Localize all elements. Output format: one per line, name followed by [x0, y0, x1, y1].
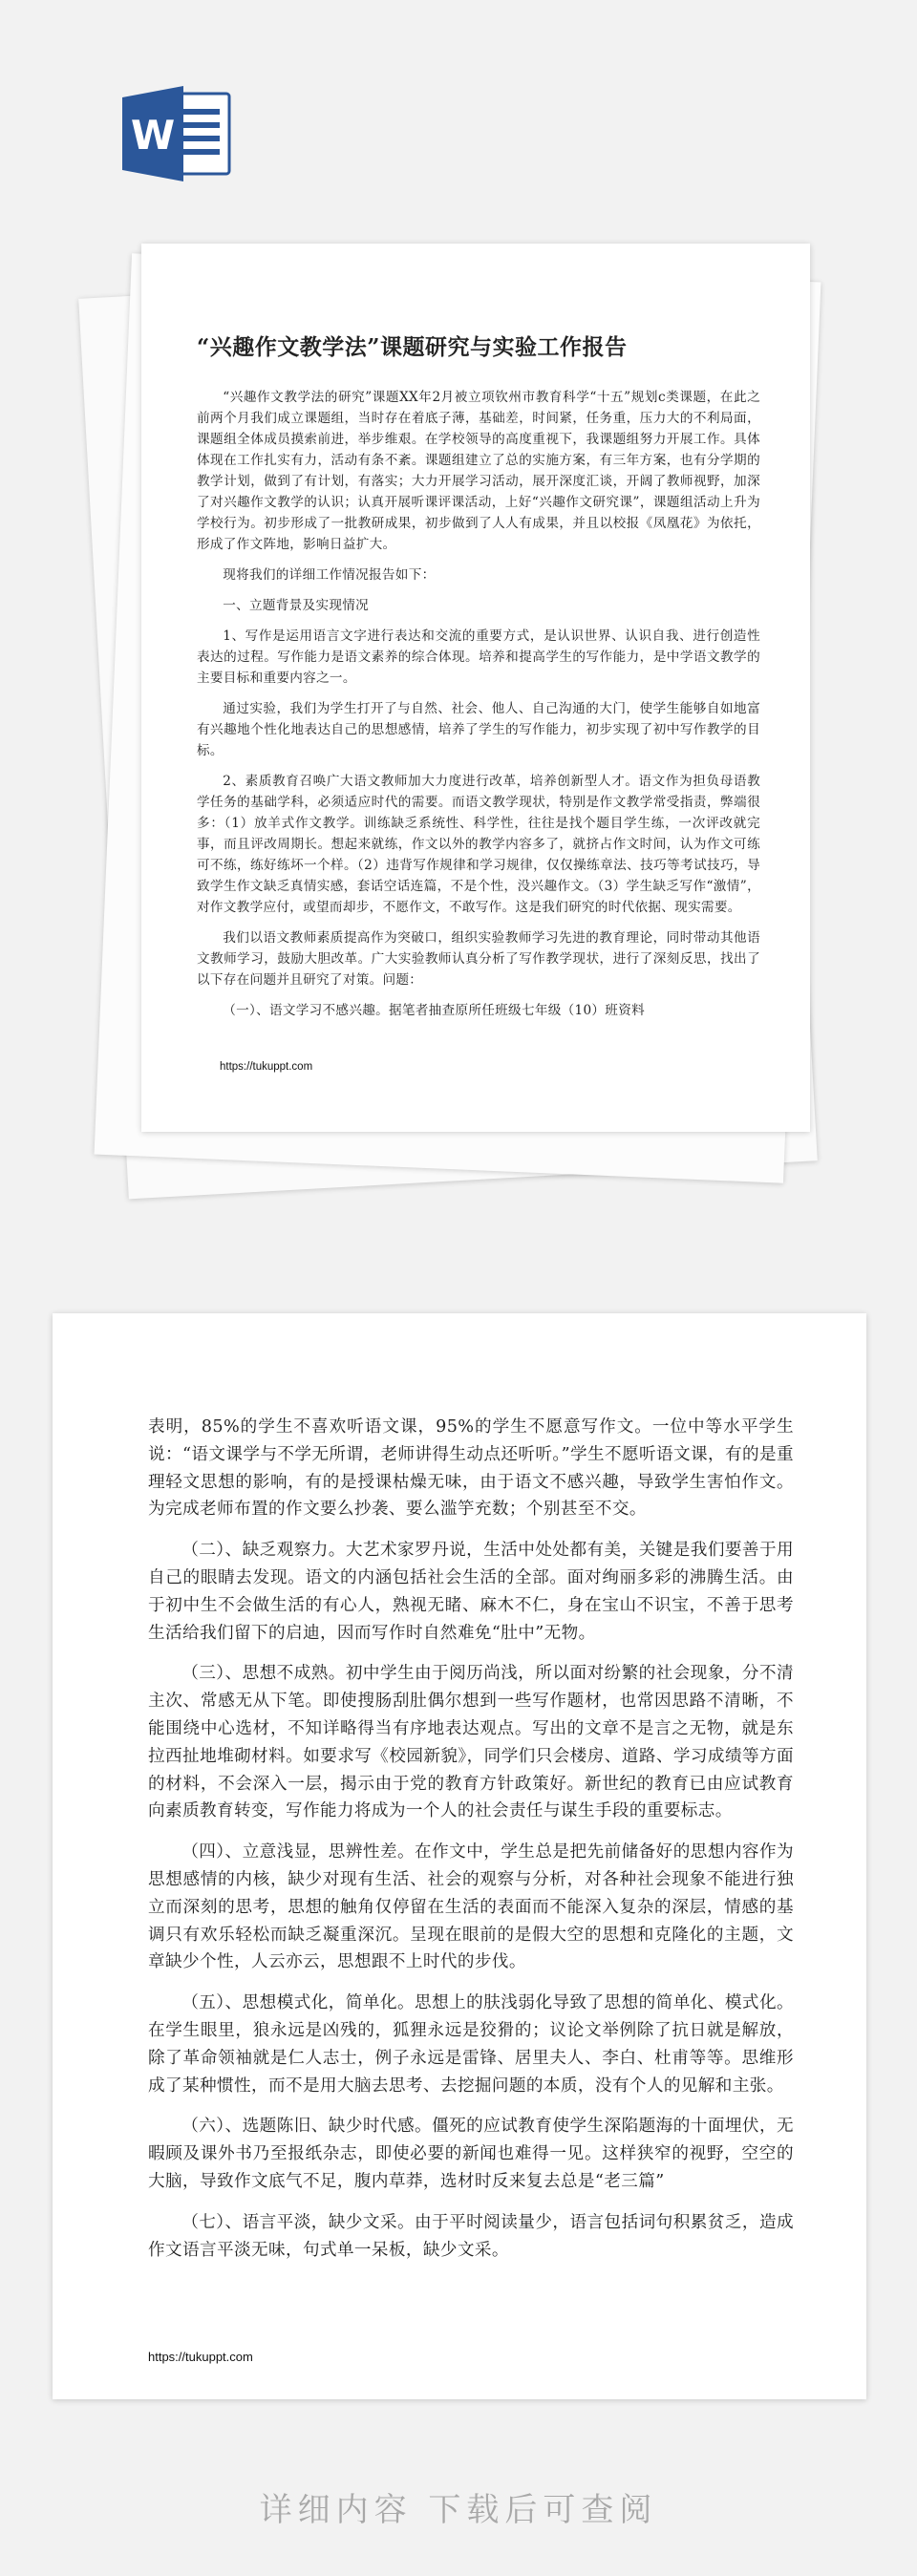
paragraph: （六）、选题陈旧、缺少时代感。僵死的应试教育使学生深陷题海的十面埋伏，无暇顾及课外书乃至报纸杂志，即使必要的新闻也难得一见。这样狭窄的视野，空空的大脑，导致作文底气不足，腹内草莽，选材时反来复去总是“老三篇”: [148, 2117, 794, 2191]
document-page-1: [141, 244, 810, 1132]
paragraph: （三）、思想不成熟。初中学生由于阅历尚浅，所以面对纷繁的社会现象，分不清主次、常感无从下笔。即使搜肠刮肚偶尔想到一些写作题材，也常因思路不清晰，不能围绕中心选材，不知详略得当有序地表达观点。写出的文章不是言之无物，就是东拉西扯地堆砌材料。如要求写《校园新貌》，同学们只会楼房、道路、学习成绩等方面的材料，不会深入一层，揭示由于党的教育方针政策好。新世纪的教育已由应试教育向素质教育转变，写作能力将成为一个人的社会责任与谋生手段的重要标志。: [148, 1664, 794, 1821]
paragraph: 表明，85%的学生不喜欢听语文课，95%的学生不愿意写作文。一位中等水平学生说：“语文课学与不学无所谓，老师讲得生动点还听听。”学生不愿听语文课，有的是重理轻文思想的影响，有的是授课枯燥无味，由于语文不感兴趣，导致学生害怕作文。为完成老师布置的作文要么抄袭、要么滥竽充数；个别甚至不交。: [148, 1417, 794, 1520]
page-1-body: [197, 387, 760, 1031]
paragraph: （四）、立意浅显，思辨性差。在作文中，学生总是把先前储备好的思想内容作为思想感情的内核，缺少对现有生活、社会的观察与分析，对各种社会现象不能进行独立而深刻的思考，思想的触角仅停留在生活的表面而不能深入复杂的深层，情感的基调只有欢乐轻松而缺乏凝重深沉。呈现在眼前的是假大空的思想和克隆化的主题，文章缺少个性，人云亦云，思想跟不上时代的步伐。: [148, 1842, 794, 1972]
paragraph: （五）、思想模式化，简单化。思想上的肤浅弱化导致了思想的简单化、模式化。在学生眼里，狼永远是凶残的，狐狸永远是狡猾的；议论文举例除了抗日就是解放，除了革命领袖就是仁人志士，例子永远是雷锋、居里夫人、李白、杜甫等等。思维形成了某种惯性，而不是用大脑去思考、去挖掘问题的本质，没有个人的见解和主张。: [148, 1993, 794, 2096]
paragraph: 1、写作是运用语言文字进行表达和交流的重要方式，是认识世界、认识自我、进行创造性表达的过程。写作能力是语文素养的综合体现。培养和提高学生的写作能力，是中学语文教学的主要目标和重要内容之一。: [197, 628, 760, 686]
word-document-icon: [122, 84, 235, 183]
paragraph: 现将我们的详细工作情况报告如下：: [223, 567, 436, 583]
paragraph: 2、素质教育召唤广大语文教师加大力度进行改革，培养创新型人才。语文作为担负母语教学任务的基础学科，必须适应时代的需要。而语文教学现状，特别是作文教学常受指责，弊端很多：（1）放羊式作文教学。训练缺乏系统性、科学性，往往是找个题目学生练，一次评改就完事，而且评改周期长。想起来就练，作文以外的教学内容多了，就挤占作文时间，认为作文可练可不练，练好练坏一个样。（2）违背写作规律和学习规律，仅仅操练章法、技巧等考试技巧，导致学生作文缺乏真情实感，套话空话连篇，不是个性，没兴趣作文。（3）学生缺乏写作“激情”，对作文教学应付，或望而却步，不愿作文，不敢写作。这是我们研究的时代依据、现实需要。: [197, 774, 760, 915]
paragraph: 通过实验，我们为学生打开了与自然、社会、他人、自己沟通的大门，使学生能够自如地富有兴趣地个性化地表达自己的思想感情，培养了学生的写作能力，初步实现了初中写作教学的目标。: [197, 701, 760, 758]
document-page-2: [53, 1313, 866, 2399]
source-url[interactable]: https://tukuppt.com: [220, 1061, 313, 1073]
section-heading: 一、立题背景及实现情况: [223, 598, 370, 613]
paragraph: 我们以语文教师素质提高作为突破口，组织实验教师学习先进的教育理论，同时带动其他语文教师学习，鼓励大胆改革。广大实验教师认真分析了写作教学现状，进行了深刻反思，找出了以下存在问题并且研究了对策。问题：: [197, 930, 760, 988]
page-2-body: [148, 1414, 794, 2277]
document-title: “兴趣作文教学法”课题研究与实验工作报告: [197, 334, 628, 360]
download-hint-text: 详细内容 下载后可查阅: [259, 2491, 658, 2529]
source-url[interactable]: https://tukuppt.com: [148, 2350, 253, 2364]
word-icon-letter: W: [130, 112, 176, 159]
paragraph: （二）、缺乏观察力。大艺术家罗丹说，生活中处处都有美，关键是我们要善于用自己的眼睛去发现。语文的内涵包括社会生活的全部。面对绚丽多彩的沸腾生活。由于初中生不会做生活的有心人，熟视无睹、麻木不仁，身在宝山不识宝，不善于思考生活给我们留下的启迪，因而写作时自然难免“肚中”无物。: [148, 1541, 794, 1643]
paragraph: （一）、语文学习不感兴趣。据笔者抽查原所任班级七年级（10）班资料: [223, 1003, 645, 1018]
paragraph: “兴趣作文教学法的研究”课题XX年2月被立项钦州市教育科学“十五”规划c类课题，在此之前两个月我们成立课题组，当时存在着底子薄，基础差，时间紧，任务重，压力大的不利局面，课题组全体成员摸索前进，举步维艰。在学校领导的高度重视下，我课题组努力开展工作。具体体现在工作扎实有力，活动有条不紊。课题组建立了总的实施方案，有三年方案，也有分学期的教学计划，做到了有计划，有落实；大力开展学习活动，展开深度汇谈，开阔了教师视野，加深了对兴趣作文教学的认识；认真开展听课评课活动，上好“兴趣作文研究课”，课题组活动上升为学校行为。初步形成了一批教研成果，初步做到了人人有成果，并且以校报《凤凰花》为依托，形成了作文阵地，影响日益扩大。: [197, 390, 760, 552]
paragraph: （七）、语言平淡，缺少文采。由于平时阅读量少，语言包括词句积累贫乏，造成作文语言平淡无味，句式单一呆板，缺少文采。: [148, 2212, 794, 2260]
